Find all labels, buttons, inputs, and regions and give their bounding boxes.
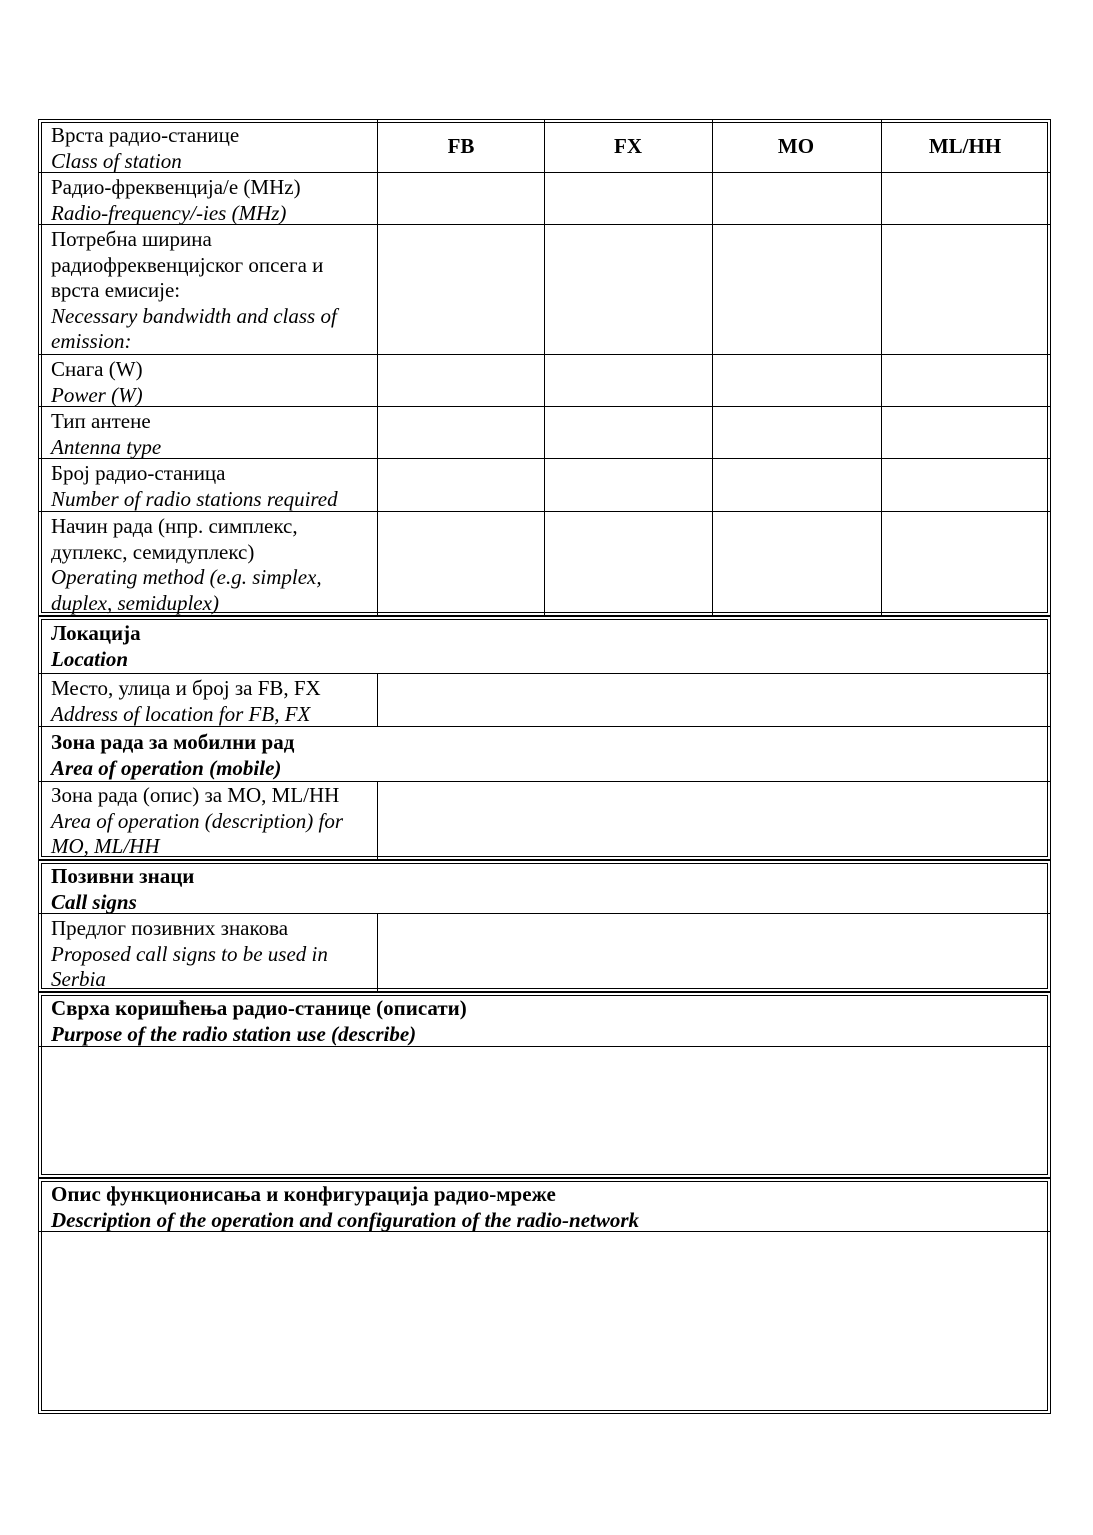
class-of-station-label xyxy=(51,123,376,174)
label-sr: Локација xyxy=(51,621,141,645)
label-sr: радиофреквенцијског опсега и xyxy=(51,252,324,277)
divider xyxy=(377,913,378,991)
antenna-fb-input[interactable] xyxy=(379,408,543,457)
label-en: Serbia xyxy=(51,967,106,991)
proposed-call-signs-label xyxy=(51,916,376,993)
number-ml-hh-input[interactable] xyxy=(883,460,1048,510)
description-section-heading xyxy=(51,1182,951,1233)
label-en: Operating method (e.g. simplex, xyxy=(51,565,322,589)
mobile-area-section-heading xyxy=(51,730,951,781)
frequency-fb-input[interactable] xyxy=(379,174,543,223)
description-input[interactable] xyxy=(43,1234,1046,1409)
frequency-ml-hh-input[interactable] xyxy=(883,174,1048,223)
label-en: Location xyxy=(51,646,128,671)
divider xyxy=(712,120,713,615)
frequency-fx-input[interactable] xyxy=(546,174,711,223)
power-fx-input[interactable] xyxy=(546,356,711,405)
operating-method-label xyxy=(51,514,376,616)
bandwidth-ml-hh-input[interactable] xyxy=(883,226,1048,353)
label-sr: дуплекс, семидуплекс) xyxy=(51,539,255,564)
label-sr: Врста радио-станице xyxy=(51,123,240,147)
address-label xyxy=(51,676,376,727)
label-en: Proposed call signs to be used in xyxy=(51,941,328,966)
antenna-ml-hh-input[interactable] xyxy=(883,408,1048,457)
label-en: Class of station xyxy=(51,148,182,173)
divider xyxy=(377,673,378,726)
label-en: Number of radio stations required xyxy=(51,486,338,511)
power-mo-input[interactable] xyxy=(714,356,880,405)
column-header-fx: FX xyxy=(614,134,642,158)
number-fb-input[interactable] xyxy=(379,460,543,510)
location-section-heading xyxy=(51,621,951,672)
label-en: Purpose of the radio station use (describe) xyxy=(51,1021,417,1046)
bandwidth-label xyxy=(51,227,376,355)
area-description-label xyxy=(51,783,376,860)
label-en: Radio-frequency/-ies (MHz) xyxy=(51,200,287,225)
label-sr: Потребна ширина xyxy=(51,227,212,251)
column-header-ml-hh: ML/HH xyxy=(928,134,1002,158)
label-sr: Број радио-станица xyxy=(51,461,226,485)
method-ml-hh-input[interactable] xyxy=(883,513,1048,613)
divider xyxy=(39,673,1050,674)
number-fx-input[interactable] xyxy=(546,460,711,510)
label-sr: Начин рада (нпр. симплекс, xyxy=(51,514,298,538)
antenna-fx-input[interactable] xyxy=(546,408,711,457)
purpose-table xyxy=(38,992,1051,1178)
antenna-mo-input[interactable] xyxy=(714,408,880,457)
bandwidth-fx-input[interactable] xyxy=(546,226,711,353)
description-table xyxy=(38,1178,1051,1414)
power-label xyxy=(51,357,376,408)
label-en: Area of operation (description) for xyxy=(51,808,344,833)
label-sr: Сврха коришћења радио-станице (описати) xyxy=(51,996,467,1020)
purpose-section-heading xyxy=(51,996,951,1047)
label-en: MO, ML/HH xyxy=(51,834,160,858)
label-sr: Зона рада (опис) за MO, ML/HH xyxy=(51,783,340,807)
label-en: Antenna type xyxy=(51,434,162,459)
antenna-type-label xyxy=(51,409,376,460)
power-ml-hh-input[interactable] xyxy=(883,356,1048,405)
radio-frequency-label xyxy=(51,175,376,226)
address-input[interactable] xyxy=(379,675,1048,725)
label-sr: Радио-фреквенција/е (MHz) xyxy=(51,175,301,199)
area-description-input[interactable] xyxy=(379,783,1048,857)
label-sr: Позивни знаци xyxy=(51,864,195,888)
label-sr: Предлог позивних знакова xyxy=(51,916,289,940)
proposed-call-signs-input[interactable] xyxy=(379,915,1048,989)
frequency-mo-input[interactable] xyxy=(714,174,880,223)
label-sr: Место, улица и број за FB, FX xyxy=(51,676,321,700)
label-en: Necessary bandwidth and class of xyxy=(51,303,337,328)
method-mo-input[interactable] xyxy=(714,513,880,613)
column-header-mo: MO xyxy=(777,134,815,158)
label-sr: врста емисије: xyxy=(51,278,181,302)
station-parameters-table xyxy=(38,119,1051,616)
label-en: Area of operation (mobile) xyxy=(51,755,282,780)
label-en: Call signs xyxy=(51,889,137,914)
divider xyxy=(544,120,545,615)
divider xyxy=(377,781,378,859)
label-sr: Зона рада за мобилни рад xyxy=(51,730,295,754)
bandwidth-fb-input[interactable] xyxy=(379,226,543,353)
label-en: emission: xyxy=(51,329,132,353)
bandwidth-mo-input[interactable] xyxy=(714,226,880,353)
label-sr: Снага (W) xyxy=(51,357,143,381)
label-en: Description of the operation and configuration of the radio-network xyxy=(51,1207,640,1232)
label-en: Power (W) xyxy=(51,382,143,407)
method-fb-input[interactable] xyxy=(379,513,543,613)
number-mo-input[interactable] xyxy=(714,460,880,510)
label-en: duplex, semiduplex) xyxy=(51,590,219,615)
call-signs-table xyxy=(38,860,1051,992)
divider xyxy=(39,781,1050,782)
number-of-stations-label xyxy=(51,461,376,512)
divider xyxy=(881,120,882,615)
label-sr: Опис функционисања и конфигурација радио-мреже xyxy=(51,1182,556,1206)
column-header-fb: FB xyxy=(447,134,475,158)
divider xyxy=(377,120,378,615)
call-signs-section-heading xyxy=(51,864,951,915)
power-fb-input[interactable] xyxy=(379,356,543,405)
method-fx-input[interactable] xyxy=(546,513,711,613)
label-sr: Тип антене xyxy=(51,409,151,433)
label-en: Address of location for FB, FX xyxy=(51,701,311,726)
location-table xyxy=(38,616,1051,860)
purpose-input[interactable] xyxy=(43,1049,1046,1173)
